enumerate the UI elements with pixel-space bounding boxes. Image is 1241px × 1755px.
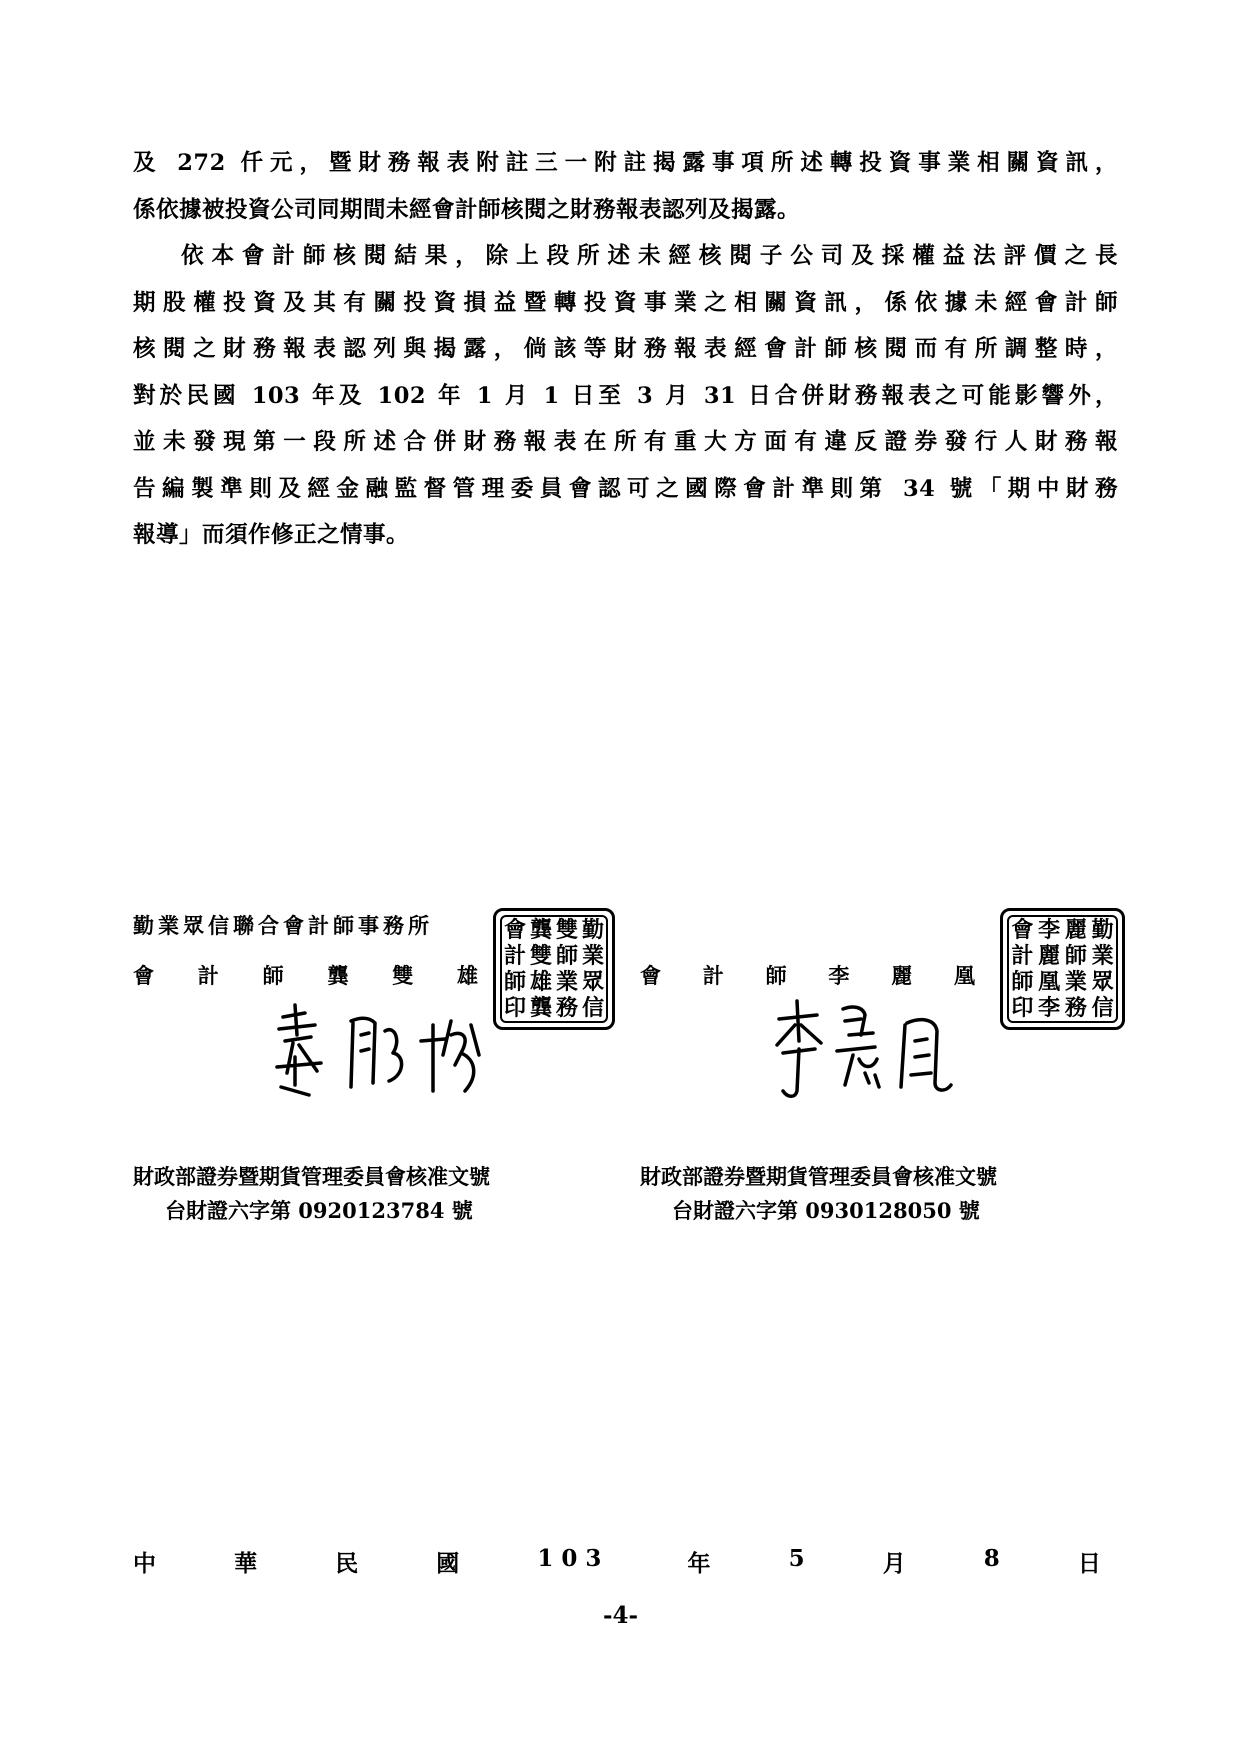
name-char: 龔 bbox=[327, 963, 349, 988]
date-month-unit: 月 bbox=[882, 1550, 906, 1577]
title-char: 會 bbox=[640, 963, 661, 988]
text-line: 對於民國 103 年及 102 年 1 月 1 日至 3 月 31 日合併財務報表之可能影響外， bbox=[133, 382, 1118, 409]
name-char: 凰 bbox=[953, 963, 975, 988]
title-char: 師 bbox=[262, 963, 284, 988]
text-line: 報導」而須作修正之情事。 bbox=[133, 522, 410, 548]
approval-number: 台財證六字第 0920123784 號 bbox=[165, 1198, 473, 1223]
name-char: 李 bbox=[828, 963, 850, 988]
accountant-seal-right bbox=[1000, 908, 1125, 1030]
title-char: 計 bbox=[197, 963, 219, 988]
seal-pattern: 會 龔 雙 勤 計 雙 師 業 師 雄 業 眾 印 龔 務 信 bbox=[500, 915, 608, 1023]
approval-left bbox=[133, 1160, 490, 1228]
signature-right bbox=[765, 995, 1005, 1105]
firm-name: 勤業眾信聯合會計師事務所 bbox=[133, 913, 433, 938]
text-line: 並未發現第一段所述合併財務報表在所有重大方面有違反證券發行人財務報 bbox=[133, 429, 1118, 455]
approval-right bbox=[640, 1160, 997, 1228]
signature-left bbox=[265, 995, 505, 1105]
page-number: -4- bbox=[602, 1602, 639, 1629]
text-line: 係依據被投資公司同期間未經會計師核閱之財務報表認列及揭露。 bbox=[133, 196, 801, 223]
report-date bbox=[133, 1545, 1101, 1578]
title-char: 師 bbox=[765, 963, 787, 988]
name-char: 雙 bbox=[392, 963, 414, 988]
date-year: 103 bbox=[537, 1545, 610, 1572]
name-char: 雄 bbox=[456, 963, 478, 988]
text-line: 核閱之財務報表認列與揭露，倘該等財務報表經會計師核閱而有所調整時， bbox=[133, 336, 1118, 362]
date-era-char: 中 bbox=[133, 1550, 156, 1577]
accountant-seal-left bbox=[493, 908, 615, 1030]
title-char: 計 bbox=[702, 963, 724, 988]
date-era-char: 華 bbox=[234, 1550, 258, 1577]
title-char: 會 bbox=[133, 963, 154, 988]
approval-authority: 財政部證券暨期貨管理委員會核准文號 bbox=[640, 1164, 997, 1189]
approval-authority: 財政部證券暨期貨管理委員會核准文號 bbox=[133, 1164, 490, 1189]
review-opinion-text bbox=[133, 140, 1118, 559]
date-month: 5 bbox=[788, 1545, 805, 1572]
text-line: 依本會計師核閱結果，除上段所述未經核閱子公司及採權益法評價之長 bbox=[181, 243, 1118, 269]
name-char: 麗 bbox=[891, 963, 913, 988]
date-year-unit: 年 bbox=[687, 1550, 711, 1577]
text-line: 及 272 仟元，暨財務報表附註三一附註揭露事項所述轉投資事業相關資訊， bbox=[133, 150, 1118, 176]
text-line: 期股權投資及其有關投資損益暨轉投資事業之相關資訊，係依據未經會計師 bbox=[133, 289, 1118, 316]
accountant-left-label bbox=[133, 960, 478, 990]
date-day: 8 bbox=[983, 1545, 1000, 1572]
date-era-char: 民 bbox=[335, 1550, 359, 1577]
accountant-right-label bbox=[640, 960, 975, 990]
date-day-unit: 日 bbox=[1077, 1550, 1101, 1577]
approval-number: 台財證六字第 0930128050 號 bbox=[672, 1198, 980, 1223]
date-era-char: 國 bbox=[436, 1550, 460, 1577]
seal-pattern: 會 李 麗 勤 計 麗 師 業 師 凰 業 眾 印 李 務 信 bbox=[1007, 915, 1118, 1023]
text-line: 告編製準則及經金融監督管理委員會認可之國際會計準則第 34 號「期中財務 bbox=[133, 475, 1118, 502]
